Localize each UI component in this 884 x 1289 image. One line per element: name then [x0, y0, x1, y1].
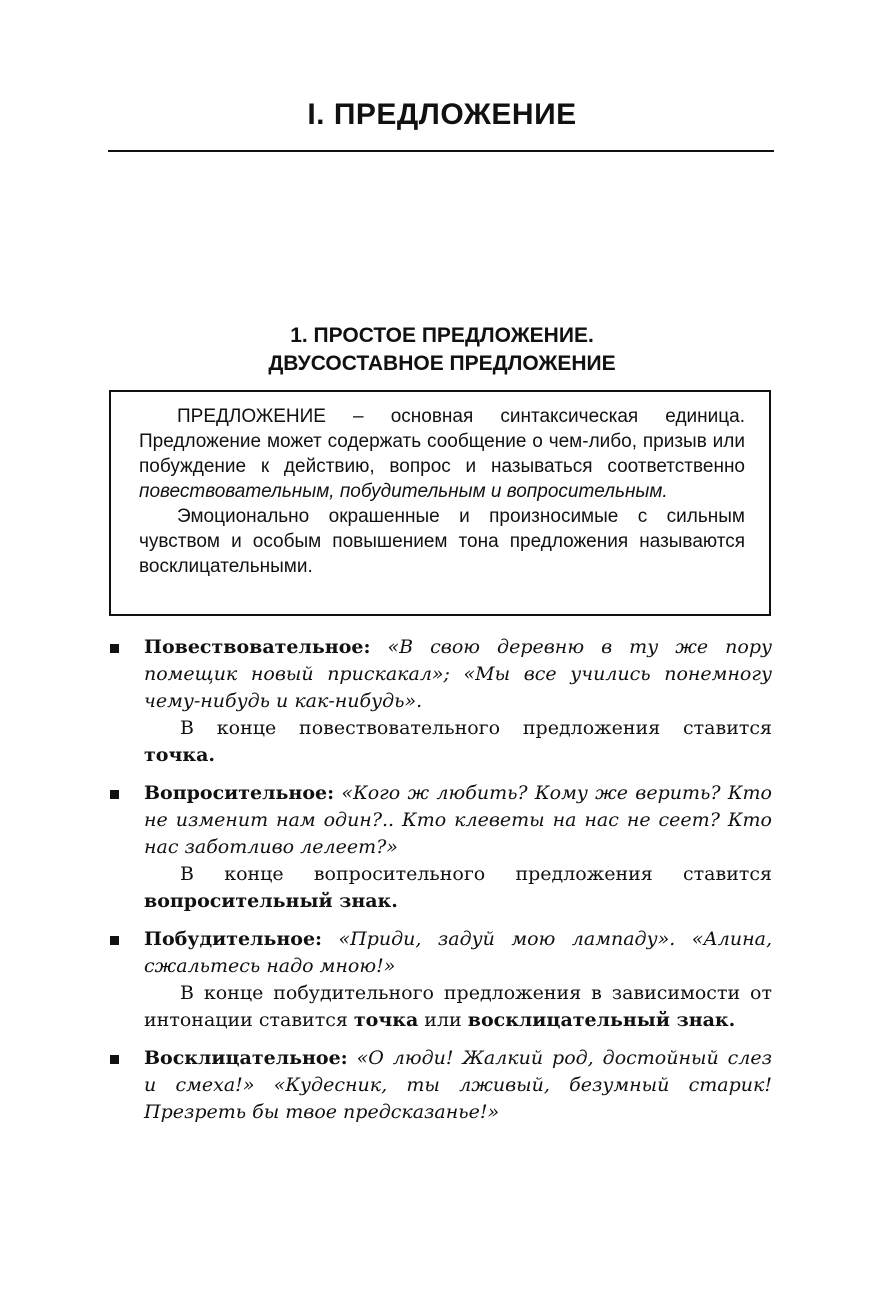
rule-bold-2: восклицательный знак.	[467, 1009, 736, 1031]
example-paragraph	[144, 634, 772, 715]
section-heading-line1: 1. ПРОСТОЕ ПРЕДЛОЖЕНИЕ.	[290, 324, 594, 347]
example-paragraph	[144, 780, 772, 861]
list-item-exclamatory	[108, 1045, 772, 1126]
item-term: Восклицательное:	[144, 1047, 348, 1069]
rule-text: В конце повествовательного предложения ставится	[180, 717, 772, 739]
item-term: Повествовательное:	[144, 636, 371, 658]
rule-bold: точка.	[144, 744, 215, 766]
item-term: Побудительное:	[144, 928, 323, 950]
square-bullet-icon	[110, 790, 119, 799]
item-quote: «Приди, задуй мою лампаду». «Алина, сжальтесь надо мною!»	[144, 928, 772, 977]
definition-italic-terms: повествовательным, побудительным и вопросительным.	[139, 481, 668, 502]
example-paragraph	[144, 926, 772, 980]
definition-text: ПРЕДЛОЖЕНИЕ – основная синтаксическая единица. Предложение может содержать сообщение о чем-либо, призыв или побуждение к действию, вопрос и называться соответственно	[139, 406, 745, 477]
item-term: Вопросительное:	[144, 782, 335, 804]
item-quote: «О люди! Жалкий род, достойный слез и смеха!» «Кудесник, ты лживый, безумный старик! Презреть бы твое предсказанье!»	[144, 1047, 772, 1123]
rule-paragraph	[144, 861, 772, 915]
square-bullet-icon	[110, 644, 119, 653]
section-heading	[0, 322, 884, 378]
rule-paragraph	[144, 715, 772, 769]
definition-paragraph-2: Эмоционально окрашенные и произносимые с сильным чувством и особым повышением тона предложения называются восклицательными.	[139, 506, 745, 577]
sentence-types-list	[108, 634, 772, 1137]
list-item-interrogative	[108, 780, 772, 915]
section-heading-line2: ДВУСОСТАВНОЕ ПРЕДЛОЖЕНИЕ	[268, 352, 616, 375]
title-rule	[108, 150, 774, 152]
item-quote: «Кого ж любить? Кому же верить? Кто не изменит нам один?.. Кто клеветы на нас не сеет? Кто нас заботливо лелеет?»	[144, 782, 772, 858]
definition-paragraph-1	[139, 404, 745, 504]
item-quote: «В свою деревню в ту же пору помещик новый прискакал»; «Мы все учились понемногу чему-нибудь и как-нибудь».	[144, 636, 772, 712]
definition-box	[109, 390, 771, 616]
square-bullet-icon	[110, 936, 119, 945]
rule-paragraph	[144, 980, 772, 1034]
rule-conjunction: или	[418, 1009, 468, 1031]
rule-bold: точка	[353, 1009, 419, 1031]
square-bullet-icon	[110, 1055, 119, 1064]
rule-bold: вопросительный знак.	[144, 890, 398, 912]
list-item-imperative	[108, 926, 772, 1034]
list-item-declarative	[108, 634, 772, 769]
example-paragraph	[144, 1045, 772, 1126]
rule-text: В конце вопросительного предложения ставится	[180, 863, 772, 885]
chapter-title: I. ПРЕДЛОЖЕНИЕ	[307, 98, 577, 131]
rule-text: В конце побудительного предложения в зависимости от интонации ставится	[144, 982, 772, 1031]
